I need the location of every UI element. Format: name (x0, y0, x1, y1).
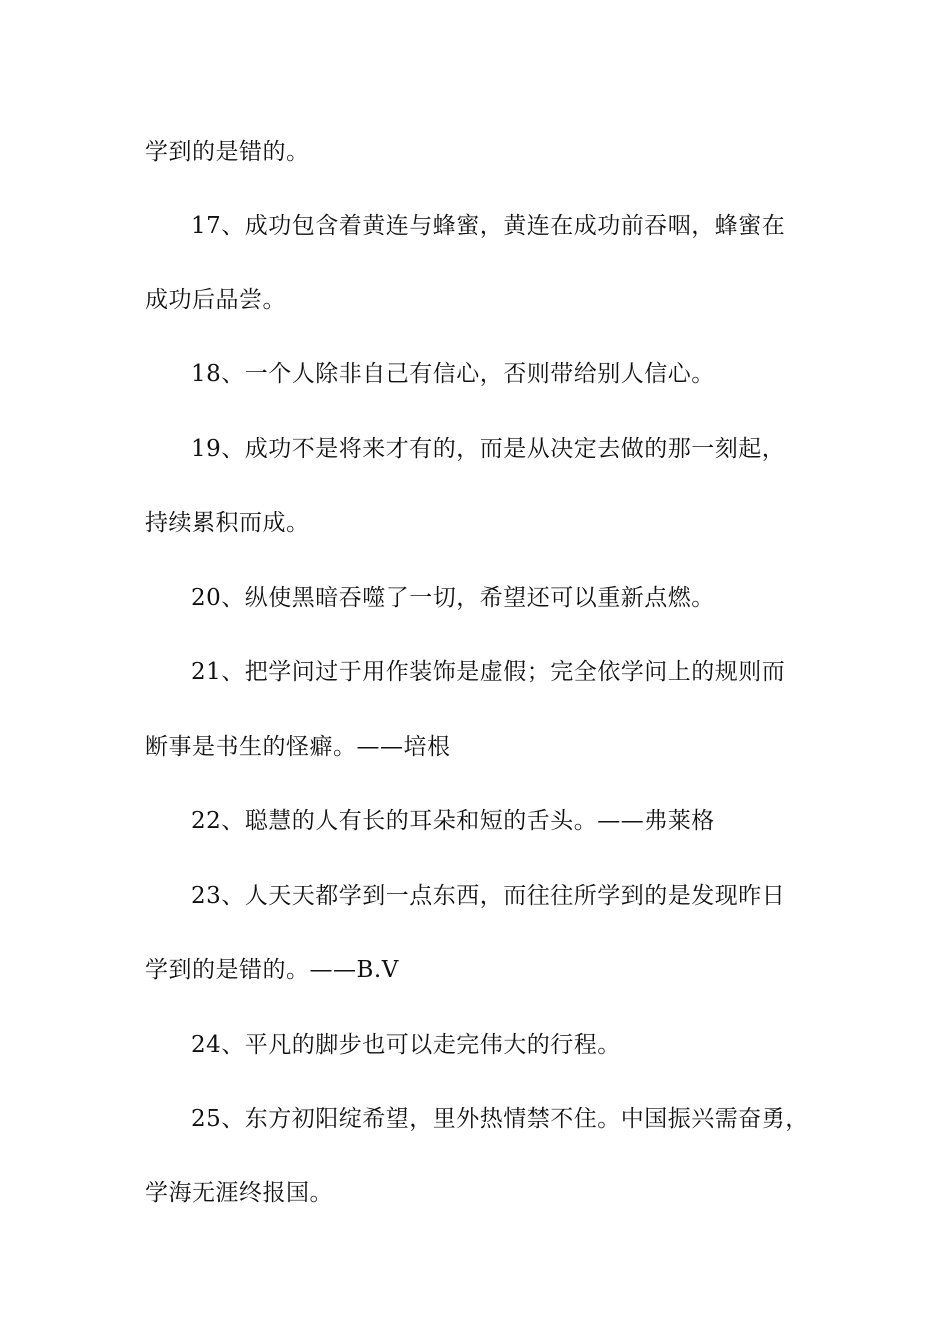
quote-20: 20、纵使黑暗吞噬了一切，希望还可以重新点燃。 (191, 585, 715, 611)
text-line-continuation: 学到的是错的。 (145, 139, 310, 165)
quote-25: 25、东方初阳绽希望，里外热情禁不住。中国振兴需奋勇， (191, 1106, 809, 1132)
quote-18: 18、一个人除非自己有信心，否则带给别人信心。 (191, 361, 715, 387)
text-line-continuation: 学到的是错的。——B.V (145, 957, 399, 983)
text-line-continuation: 持续累积而成。 (145, 510, 310, 536)
text-line-continuation: 成功后品尝。 (145, 287, 286, 313)
text-line-continuation: 学海无涯终报国。 (145, 1180, 333, 1206)
text-line-continuation: 断事是书生的怪癖。——培根 (145, 734, 451, 760)
quote-23: 23、人天天都学到一点东西，而往往所学到的是发现昨日 (191, 883, 786, 909)
quote-22: 22、聪慧的人有长的耳朵和短的舌头。——弗莱格 (191, 808, 715, 834)
quote-24: 24、平凡的脚步也可以走完伟大的行程。 (191, 1032, 621, 1058)
quote-17: 17、成功包含着黄连与蜂蜜，黄连在成功前吞咽，蜂蜜在 (191, 213, 786, 239)
quote-21: 21、把学问过于用作装饰是虚假；完全依学问上的规则而 (191, 659, 786, 685)
quote-19: 19、成功不是将来才有的，而是从决定去做的那一刻起， (191, 436, 786, 462)
